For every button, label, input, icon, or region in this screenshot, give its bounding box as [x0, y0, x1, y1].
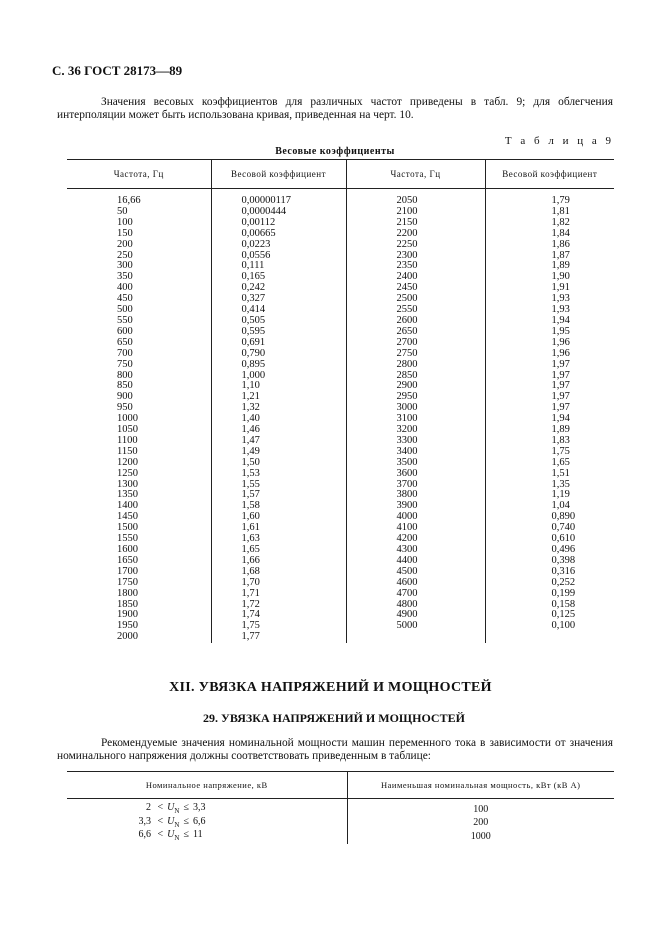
table-cell: 0,100	[485, 621, 614, 632]
table-cell: 1,94	[485, 414, 614, 425]
table-cell: 1450	[117, 511, 138, 523]
table-cell: 4600	[346, 578, 485, 589]
table-cell	[485, 632, 614, 643]
table-title: Весовые коэффициенты	[275, 146, 395, 157]
table-cell: 2300	[346, 251, 485, 262]
table-cell: 4300	[346, 545, 485, 556]
table-row	[67, 294, 614, 305]
table-cell: 1350	[117, 489, 138, 501]
table-row	[67, 523, 614, 534]
table-cell: 1,51	[485, 469, 614, 480]
table-cell: 0,740	[485, 523, 614, 534]
table-cell: 1,71	[211, 589, 346, 600]
table-cell: 1,96	[485, 349, 614, 360]
table-cell: 1250	[117, 467, 138, 479]
table-row	[67, 305, 614, 316]
table-header-row	[67, 772, 614, 799]
less-than-sign: <	[157, 829, 164, 840]
table-row	[67, 240, 614, 251]
table-cell: 1,58	[211, 501, 346, 512]
table-cell: 3700	[346, 480, 485, 491]
table-row	[67, 360, 614, 371]
voltage-low: 3,3	[138, 815, 151, 827]
table-cell: 0,158	[485, 600, 614, 611]
table-cell: 1150	[117, 445, 138, 457]
less-than-sign: <	[157, 815, 164, 827]
less-equal-sign: ≤	[183, 829, 189, 840]
table-cell: 0,252	[485, 578, 614, 589]
table-cell: 3200	[346, 425, 485, 436]
table-cell: 4900	[346, 610, 485, 621]
table-cell: 0,00000117	[211, 189, 346, 207]
table-cell: 3600	[346, 469, 485, 480]
table-cell: 1,97	[485, 403, 614, 414]
table-cell: 1,65	[211, 545, 346, 556]
table-cell: 1,35	[485, 480, 614, 491]
table-cell: 0,610	[485, 534, 614, 545]
table-cell: 0,0223	[211, 240, 346, 251]
table-cell: 1,97	[485, 392, 614, 403]
weight-coefficients-table	[67, 159, 614, 643]
table-cell: 0,0000444	[211, 207, 346, 218]
table-cell: 0,0556	[211, 251, 346, 262]
table-cell: 2800	[346, 360, 485, 371]
voltage-high: 11	[192, 829, 203, 840]
table-cell: 400	[117, 282, 133, 294]
table-cell: 1050	[117, 424, 138, 436]
power-cell: 100	[347, 799, 614, 817]
table-row	[67, 447, 614, 458]
table-row	[67, 436, 614, 447]
table-cell: 1,55	[211, 480, 346, 491]
table-row	[67, 371, 614, 382]
table-row	[67, 414, 614, 425]
table-cell: 50	[117, 205, 128, 217]
table-cell: 0,327	[211, 294, 346, 305]
table-cell: 1600	[117, 544, 138, 555]
table-cell: 350	[117, 271, 133, 283]
table-cell: 0,890	[485, 512, 614, 523]
table-cell: 1,61	[211, 523, 346, 534]
table-cell: 1,79	[485, 189, 614, 207]
table-cell: 600	[117, 325, 133, 337]
table-cell: 1,93	[485, 294, 614, 305]
less-than-sign: <	[157, 802, 164, 813]
voltage-symbol: U	[167, 802, 175, 813]
table-cell: 2700	[346, 338, 485, 349]
table-cell: 900	[117, 391, 133, 403]
voltage-range-cell	[67, 817, 347, 831]
table-row	[67, 556, 614, 567]
table-cell: 0,790	[211, 349, 346, 360]
table-cell: 1,84	[485, 229, 614, 240]
power-cell: 1000	[347, 830, 614, 844]
power-cell: 200	[347, 817, 614, 831]
table-cell: 1,97	[485, 371, 614, 382]
table-row	[67, 229, 614, 240]
table-cell: 700	[117, 347, 133, 359]
table-row	[67, 218, 614, 229]
table-cell: 650	[117, 336, 133, 348]
table-cell: 1,46	[211, 425, 346, 436]
table-row	[67, 578, 614, 589]
table-cell: 0,316	[485, 567, 614, 578]
table-cell: 550	[117, 314, 133, 326]
table-cell: 2050	[346, 189, 485, 207]
voltage-symbol: U	[167, 829, 175, 840]
voltage-low: 6,6	[138, 829, 151, 840]
table-cell: 2350	[346, 261, 485, 272]
table-cell: 1,87	[485, 251, 614, 262]
table-cell: 1500	[117, 522, 138, 534]
table-cell: 1,96	[485, 338, 614, 349]
voltage-subscript: N	[174, 820, 180, 829]
table-cell: 1,10	[211, 381, 346, 392]
table-cell: 1,32	[211, 403, 346, 414]
table-row	[67, 283, 614, 294]
table-row	[67, 261, 614, 272]
table-cell: 2200	[346, 229, 485, 240]
table-cell: 1100	[117, 434, 138, 446]
table-row	[67, 392, 614, 403]
table-cell: 1,74	[211, 610, 346, 621]
table-cell: 100	[117, 216, 133, 228]
less-equal-sign: ≤	[183, 802, 189, 813]
voltage-range-cell	[67, 799, 347, 817]
table-cell: 0,496	[485, 545, 614, 556]
intro-paragraph: Значения весовых коэффициентов для различных частот приведены в табл. 9; для облегчения интерполяции может быть использована кривая, приведенная на черт. 10.	[57, 96, 613, 121]
table-cell: 850	[117, 380, 133, 392]
table-row	[67, 589, 614, 600]
table-cell: 2100	[346, 207, 485, 218]
table-cell: 2650	[346, 327, 485, 338]
table-row	[67, 403, 614, 414]
column-header: Частота, Гц	[67, 160, 211, 189]
table-row	[67, 600, 614, 611]
table-row	[67, 207, 614, 218]
table-cell: 1800	[117, 587, 138, 599]
table-cell: 950	[117, 402, 133, 414]
voltage-high: 6,6	[192, 815, 206, 827]
table-cell: 1,94	[485, 316, 614, 327]
table-cell: 1,50	[211, 458, 346, 469]
table-row	[67, 567, 614, 578]
table-cell: 150	[117, 227, 133, 239]
table-cell: 0,414	[211, 305, 346, 316]
table-cell: 1,97	[485, 381, 614, 392]
table-cell: 2550	[346, 305, 485, 316]
table-row	[67, 458, 614, 469]
table-cell: 0,00112	[211, 218, 346, 229]
column-header: Весовой коэффициент	[485, 160, 614, 189]
table-cell: 1,19	[485, 490, 614, 501]
table-cell: 1,40	[211, 414, 346, 425]
page-header: С. 36 ГОСТ 28173—89	[52, 63, 183, 78]
table-number: Т а б л и ц а 9	[504, 135, 614, 147]
table-cell: 0,00665	[211, 229, 346, 240]
table-cell: 1,47	[211, 436, 346, 447]
table-cell: 4700	[346, 589, 485, 600]
table-row	[67, 490, 614, 501]
table-cell: 1,75	[485, 447, 614, 458]
table-cell: 1,95	[485, 327, 614, 338]
table-row	[67, 621, 614, 632]
table-cell: 3900	[346, 501, 485, 512]
table-cell: 1,83	[485, 436, 614, 447]
table-cell: 2400	[346, 272, 485, 283]
table-cell: 4400	[346, 556, 485, 567]
table-cell: 0,895	[211, 360, 346, 371]
table-cell: 1,93	[485, 305, 614, 316]
subsection-title-29: 29. УВЯЗКА НАПРЯЖЕНИЙ И МОЩНОСТЕЙ	[203, 711, 465, 725]
table-row	[67, 251, 614, 262]
less-equal-sign: ≤	[183, 815, 189, 827]
voltage-symbol: U	[167, 815, 175, 827]
table-cell	[346, 632, 485, 643]
table-cell: 2750	[346, 349, 485, 360]
table-cell: 2900	[346, 381, 485, 392]
voltage-subscript: N	[174, 834, 180, 842]
voltage-low: 2	[146, 802, 151, 813]
table-cell: 4100	[346, 523, 485, 534]
column-header: Частота, Гц	[346, 160, 485, 189]
table-cell: 1,89	[485, 425, 614, 436]
table-cell: 1900	[117, 609, 138, 621]
voltage-power-paragraph: Рекомендуемые значения номинальной мощности машин переменного тока в зависимости от значения номинального напряжения должны соответствовать приведенным в таблице:	[57, 737, 613, 762]
section-title-xii: XII. УВЯЗКА НАПРЯЖЕНИЙ И МОЩНОСТЕЙ	[169, 680, 492, 695]
table-cell: 0,111	[211, 261, 346, 272]
table-row	[67, 349, 614, 360]
table-cell: 4000	[346, 512, 485, 523]
table-cell: 2500	[346, 294, 485, 305]
table-cell: 1,49	[211, 447, 346, 458]
table-cell: 1,72	[211, 600, 346, 611]
table-cell: 1,90	[485, 272, 614, 283]
table-row	[67, 272, 614, 283]
table-row	[67, 469, 614, 480]
table-cell: 1,53	[211, 469, 346, 480]
table-row	[67, 316, 614, 327]
table-row	[67, 830, 614, 844]
column-header: Весовой коэффициент	[211, 160, 346, 189]
table-row	[67, 512, 614, 523]
table-cell: 750	[117, 358, 133, 370]
table-cell: 0,242	[211, 283, 346, 294]
table-cell: 250	[117, 249, 133, 261]
table-cell: 1,68	[211, 567, 346, 578]
table-cell: 1300	[117, 478, 138, 490]
table-cell: 2600	[346, 316, 485, 327]
table-cell: 1,66	[211, 556, 346, 567]
table-cell: 1,65	[485, 458, 614, 469]
table-row	[67, 632, 614, 643]
table-row	[67, 799, 614, 817]
table-cell: 500	[117, 304, 133, 316]
table-row	[67, 610, 614, 621]
table-row	[67, 425, 614, 436]
table-cell: 1,04	[485, 501, 614, 512]
voltage-subscript: N	[174, 807, 180, 815]
table-row	[67, 381, 614, 392]
table-cell: 3500	[346, 458, 485, 469]
table-cell: 1,89	[485, 261, 614, 272]
table-cell: 2000	[117, 631, 138, 643]
table-cell: 200	[117, 238, 133, 250]
column-header: Номинальное напряжение, кВ	[67, 772, 347, 799]
table-cell: 1,86	[485, 240, 614, 251]
table-cell: 300	[117, 260, 133, 272]
table-cell: 0,398	[485, 556, 614, 567]
table-cell: 0,199	[485, 589, 614, 600]
table-cell: 1,75	[211, 621, 346, 632]
table-cell: 1,60	[211, 512, 346, 523]
table-cell: 3800	[346, 490, 485, 501]
table-cell: 2850	[346, 371, 485, 382]
voltage-high: 3,3	[192, 802, 206, 813]
table-cell: 1000	[117, 413, 138, 425]
table-cell: 16,66	[117, 195, 141, 206]
table-row	[67, 534, 614, 545]
table-cell: 1,77	[211, 632, 346, 643]
table-row	[67, 189, 614, 207]
table-cell: 0,595	[211, 327, 346, 338]
table-cell: 2150	[346, 218, 485, 229]
table-cell: 1,70	[211, 578, 346, 589]
table-cell: 1,97	[485, 360, 614, 371]
table-row	[67, 817, 614, 831]
table-cell: 1,82	[485, 218, 614, 229]
table-cell: 0,505	[211, 316, 346, 327]
table-row	[67, 338, 614, 349]
table-cell: 3300	[346, 436, 485, 447]
table-cell: 4800	[346, 600, 485, 611]
table-cell: 2450	[346, 283, 485, 294]
table-row	[67, 480, 614, 491]
voltage-power-table	[67, 771, 614, 844]
table-cell: 1,81	[485, 207, 614, 218]
table-cell: 2250	[346, 240, 485, 251]
table-cell: 5000	[346, 621, 485, 632]
table-cell: 1,21	[211, 392, 346, 403]
table-cell: 0,125	[485, 610, 614, 621]
table-cell: 1700	[117, 565, 138, 577]
table-cell: 1,000	[211, 371, 346, 382]
voltage-range-cell	[67, 830, 347, 844]
table-cell: 3000	[346, 403, 485, 414]
table-cell: 2950	[346, 392, 485, 403]
table-cell: 1650	[117, 554, 138, 566]
table-cell: 4500	[346, 567, 485, 578]
table-row	[67, 545, 614, 556]
table-row	[67, 327, 614, 338]
table-cell: 1950	[117, 620, 138, 632]
table-cell: 1,91	[485, 283, 614, 294]
table-cell: 0,165	[211, 272, 346, 283]
table-row	[67, 501, 614, 512]
table-cell: 3400	[346, 447, 485, 458]
table-cell: 1400	[117, 500, 138, 512]
table-cell: 1550	[117, 533, 138, 545]
table-cell: 450	[117, 293, 133, 305]
column-header: Наименьшая номинальная мощность, кВт (кВ А)	[347, 772, 614, 799]
table-cell: 800	[117, 369, 133, 381]
table-cell: 1,57	[211, 490, 346, 501]
table-cell: 1200	[117, 456, 138, 468]
table-cell: 4200	[346, 534, 485, 545]
table-cell: 1,63	[211, 534, 346, 545]
table-cell: 0,691	[211, 338, 346, 349]
table-header-row	[67, 160, 614, 189]
table-cell: 3100	[346, 414, 485, 425]
table-cell: 1750	[117, 576, 138, 588]
table-cell: 1850	[117, 598, 138, 610]
